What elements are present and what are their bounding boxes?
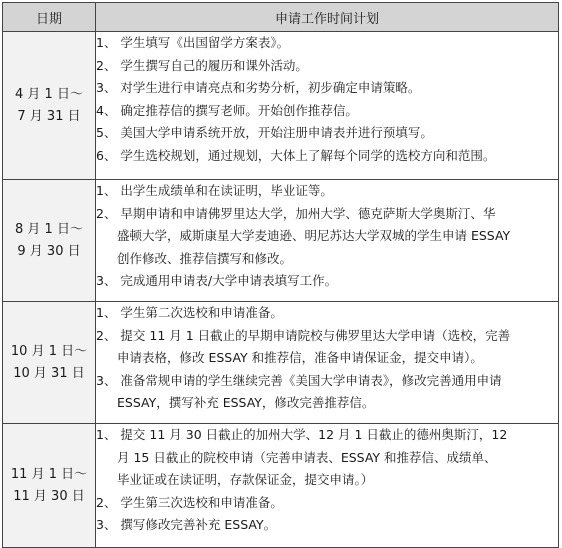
date-start: 4 月 1 日～ — [15, 86, 83, 102]
header-date: 日期 — [3, 3, 96, 32]
item-text: 3、 对学生进行申请亮点和劣势分析，初步确定申请策略。 — [96, 80, 421, 95]
date-end: 10 月 31 日 — [13, 365, 85, 381]
date-cell — [3, 180, 96, 302]
list-item — [96, 514, 558, 537]
application-schedule-table — [2, 2, 559, 548]
list-item — [96, 203, 558, 271]
plan-cell — [96, 32, 559, 180]
item-text: 3、 完成通用申请表/大学申请表填写工作。 — [96, 273, 338, 288]
item-text: 3、 撰写修改完善补充 ESSAY。 — [96, 517, 277, 532]
table-row — [3, 180, 559, 302]
list-item — [96, 100, 558, 123]
item-text-continued: 盛顿大学，威斯康星大学麦迪逊、明尼苏达大学双城的学生申请 ESSAY — [117, 228, 511, 243]
plan-cell — [96, 180, 559, 302]
item-text-continued: 申请表格，修改 ESSAY 和推荐信，准备申请保证金，提交申请）。 — [117, 350, 483, 365]
list-item — [96, 370, 558, 415]
header-plan: 申请工作时间计划 — [96, 3, 559, 32]
list-item — [96, 145, 558, 168]
list-item — [96, 55, 558, 78]
list-item — [96, 77, 558, 100]
date-end: 7 月 31 日 — [17, 108, 81, 124]
item-text-continued: 毕业证或在读证明，存款保证金，提交申请。） — [117, 472, 374, 487]
date-end: 11 月 30 日 — [13, 488, 85, 504]
date-start: 8 月 1 日～ — [15, 221, 83, 237]
item-text: 4、 确定推荐信的撰写老师。开始创作推荐信。 — [96, 102, 358, 118]
item-text: 5、 美国大学申请系统开放，开始注册申请表并进行预填写。 — [96, 125, 433, 140]
list-item — [96, 122, 558, 145]
list-item — [96, 424, 558, 492]
item-text: 2、 学生第三次选校和申请准备。 — [96, 494, 283, 510]
table-row — [3, 32, 559, 180]
item-text: 3、 准备常规申请的学生继续完善《美国大学申请表》，修改完善通用申请 — [96, 372, 502, 388]
item-text: 2、 学生撰写自己的履历和课外活动。 — [96, 57, 308, 73]
table-row — [3, 424, 559, 548]
item-text-continued: 创作修改、推荐信撰写和修改。 — [117, 250, 293, 266]
item-text-continued: 月 15 日截止的院校申请（完善申请表、ESSAY 和推荐信、成绩单、 — [117, 449, 497, 465]
date-start: 10 月 1 日～ — [10, 343, 88, 359]
plan-cell — [96, 302, 559, 424]
list-item — [96, 180, 558, 203]
table-row — [3, 302, 559, 424]
item-text: 1、 学生第二次选校和申请准备。 — [96, 305, 283, 320]
item-text: 6、 学生选校规划，通过规划，大体上了解每个同学的选校方向和范围。 — [96, 147, 496, 163]
list-item — [96, 302, 558, 325]
item-text: 1、 提交 11 月 30 日截止的加州大学、12 月 1 日截止的德州奥斯汀，12 — [96, 427, 508, 442]
item-text-continued: ESSAY，撰写补充 ESSAY，修改完善推荐信。 — [117, 395, 375, 410]
date-cell — [3, 424, 96, 548]
list-item — [96, 270, 558, 293]
list-item — [96, 325, 558, 370]
table-header-row — [3, 3, 559, 32]
date-cell — [3, 302, 96, 424]
item-text: 1、 学生填写《出国留学方案表》。 — [96, 35, 290, 50]
item-text: 2、 提交 11 月 1 日截止的早期申请院校与佛罗里达大学申请（选校，完善 — [96, 327, 511, 343]
plan-cell — [96, 424, 559, 548]
list-item — [96, 32, 558, 55]
date-start: 11 月 1 日～ — [10, 466, 88, 482]
list-item — [96, 492, 558, 515]
date-cell — [3, 32, 96, 180]
item-text: 1、 出学生成绩单和在读证明，毕业证等。 — [96, 183, 333, 198]
item-text: 2、 早期申请和申请佛罗里达大学，加州大学、德克萨斯大学奥斯汀、华 — [96, 205, 496, 221]
date-end: 9 月 30 日 — [17, 243, 81, 259]
